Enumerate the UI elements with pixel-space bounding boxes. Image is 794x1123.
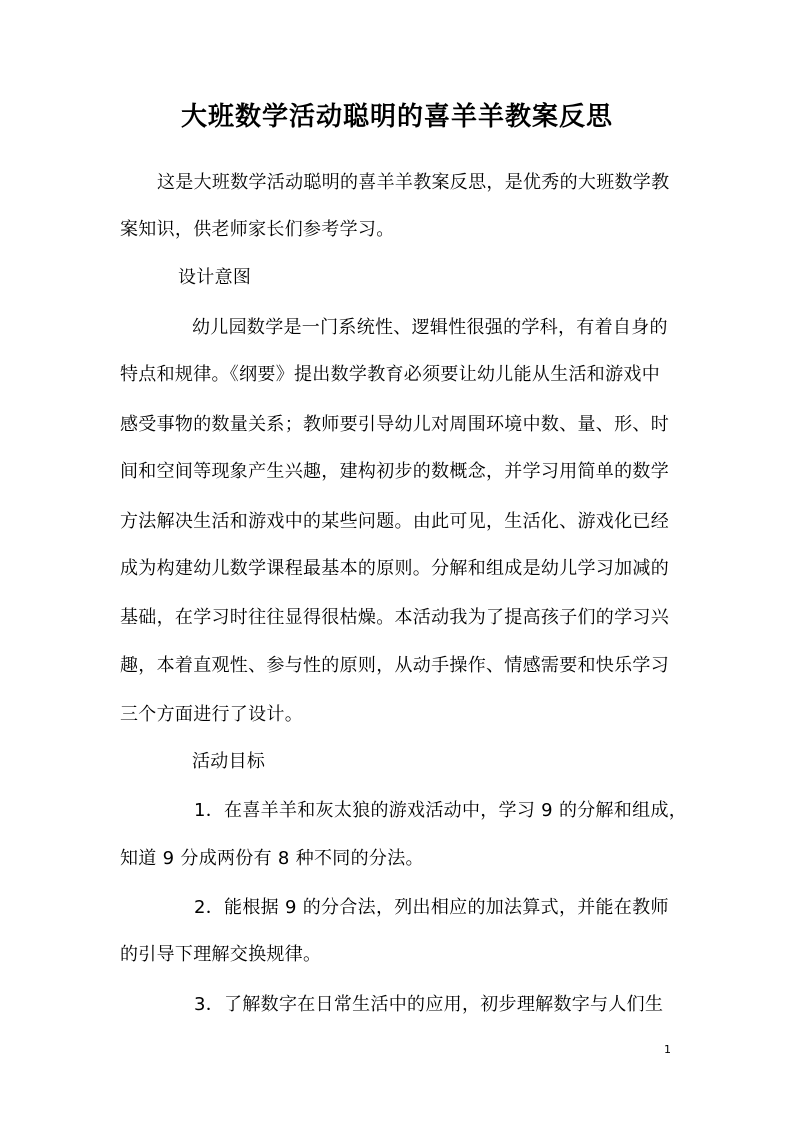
- section-heading-goals: 活动目标: [192, 751, 266, 772]
- design-paragraph-line-5: 方法解决生活和游戏中的某些问题。由此可见，生活化、游戏化已经: [120, 511, 669, 532]
- page-number: 1: [664, 1043, 671, 1056]
- intro-line-1: 这是大班数学活动聪明的喜羊羊教案反思，是优秀的大班数学教: [157, 172, 670, 193]
- design-paragraph-line-8: 趣，本着直观性、参与性的原则，从动手操作、情感需要和快乐学习: [120, 655, 669, 676]
- design-paragraph-line-6: 成为构建幼儿数学课程最基本的原则。分解和组成是幼儿学习加减的: [120, 558, 669, 579]
- intro-line-2: 案知识，供老师家长们参考学习。: [120, 219, 395, 240]
- design-paragraph-line-2: 特点和规律。《纲要》提出数学教育必须要让幼儿能从生活和游戏中: [120, 364, 660, 385]
- design-paragraph-line-9: 三个方面进行了设计。: [120, 704, 303, 725]
- design-paragraph-line-1: 幼儿园数学是一门系统性、逻辑性很强的学科，有着自身的: [192, 317, 668, 338]
- document-title: 大班数学活动聪明的喜羊羊教案反思: [180, 102, 613, 132]
- goal-2-line-1: 2．能根据 9 的分合法，列出相应的加法算式，并能在教师: [194, 897, 669, 918]
- design-paragraph-line-3: 感受事物的数量关系；教师要引导幼儿对周围环境中数、量、形、时: [120, 414, 669, 435]
- design-paragraph-line-4: 间和空间等现象产生兴趣，建构初步的数概念，并学习用简单的数学: [120, 461, 669, 482]
- goal-2-line-2: 的引导下理解交换规律。: [120, 944, 322, 965]
- design-paragraph-line-7: 基础，在学习时往往显得很枯燥。本活动我为了提高孩子们的学习兴: [120, 607, 669, 628]
- goal-1-line-1: 1．在喜羊羊和灰太狼的游戏活动中，学习 9 的分解和组成，: [194, 800, 688, 821]
- goal-1-line-2: 知道 9 分成两份有 8 种不同的分法。: [120, 848, 424, 869]
- goal-3-line-1: 3．了解数字在日常生活中的应用，初步理解数字与人们生: [194, 994, 664, 1015]
- section-heading-design: 设计意图: [178, 267, 252, 288]
